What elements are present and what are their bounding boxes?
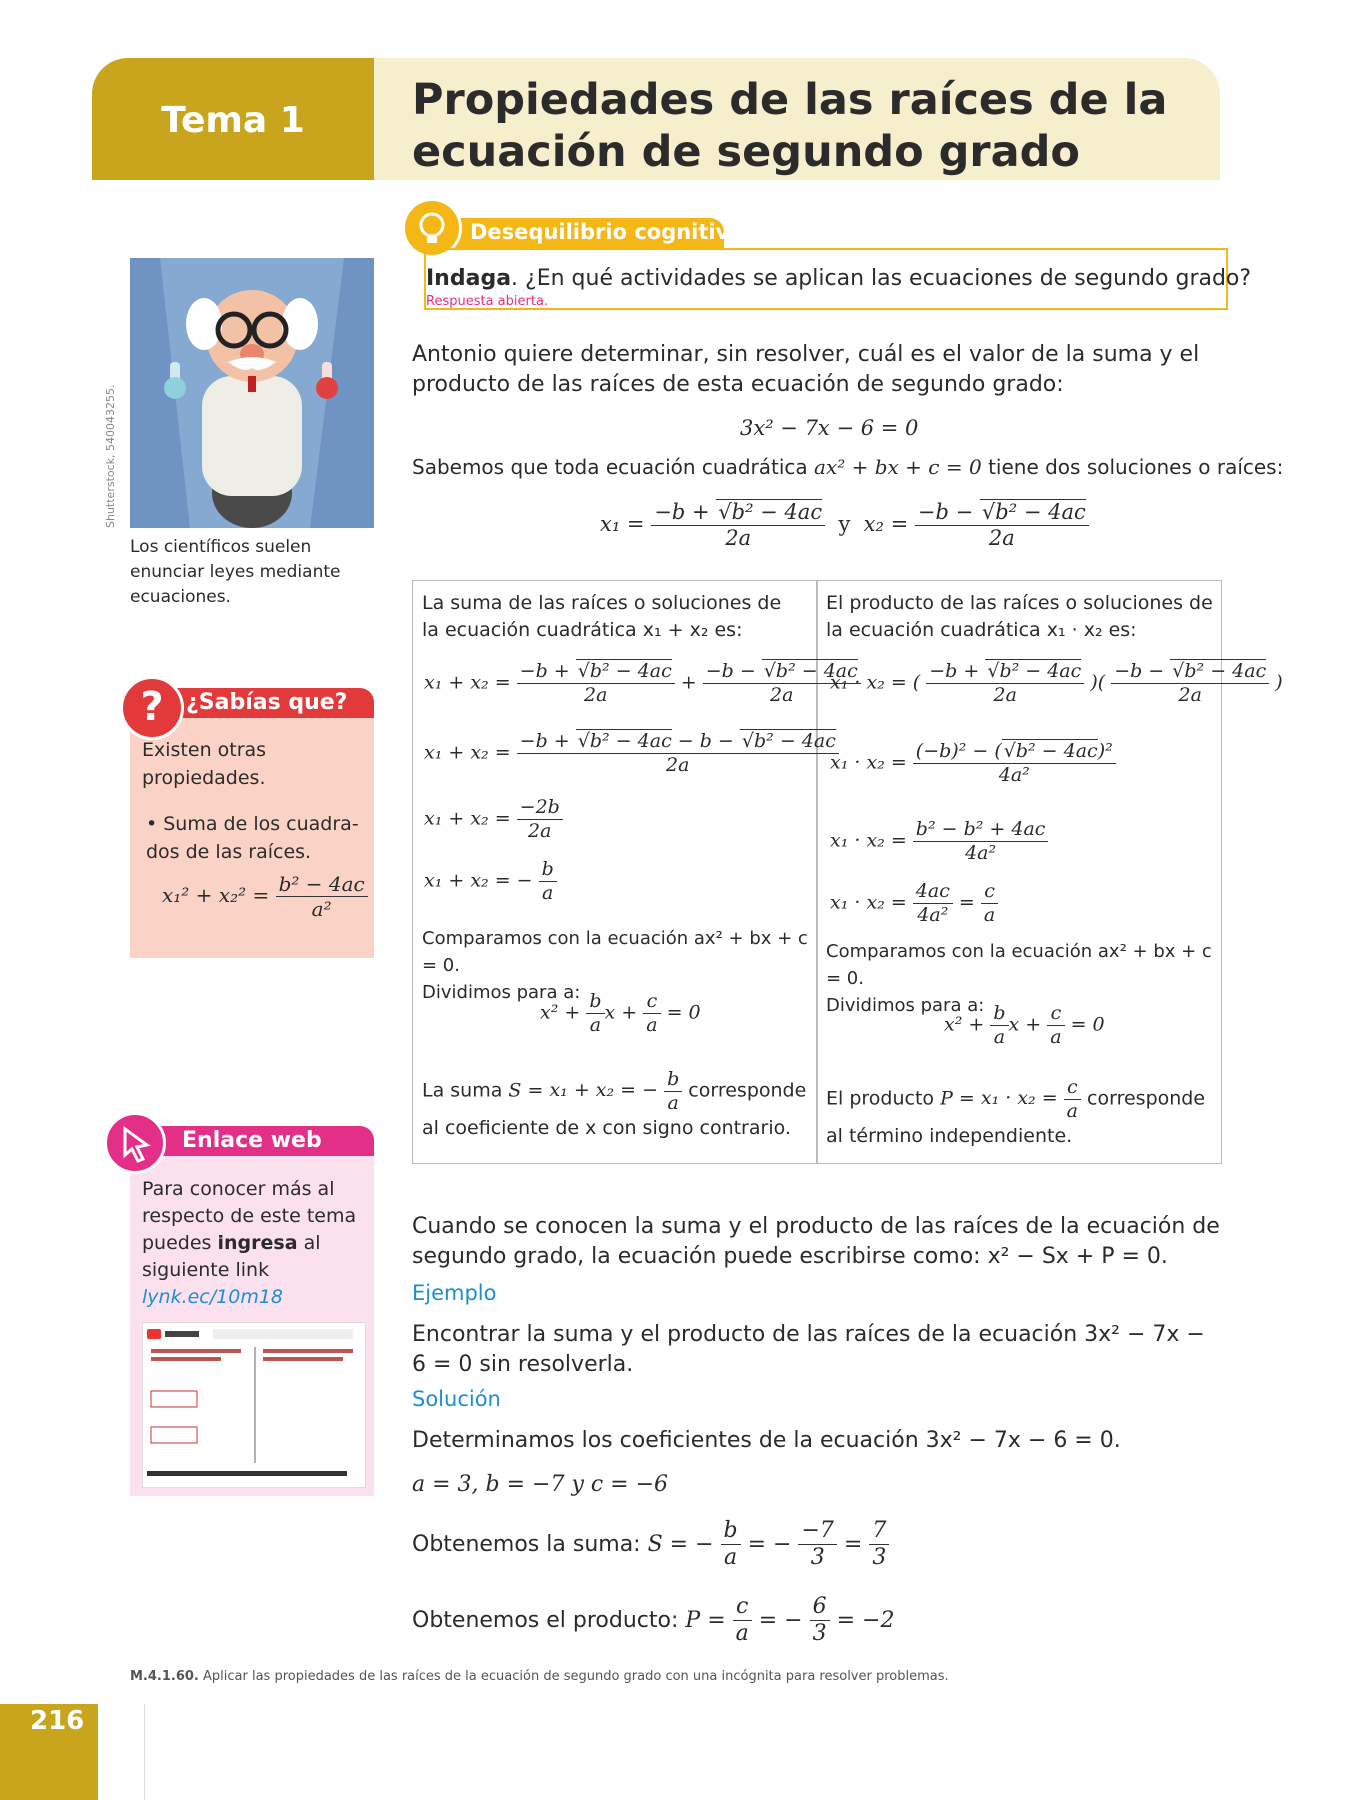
sabias-formula: x₁² + x₂² = $\frac{\text{b² − 4ac}}{\text{a²}}$ — [162, 872, 368, 921]
product-step-4: x₁ · x₂ = $\frac{4ac}{\text{4a²}}$ = $\frac{c}{a}$ — [830, 880, 998, 927]
product-intro: El producto de las raíces o soluciones de la ecuación cuadrática x₁ · x₂ es: — [826, 592, 1213, 641]
sabias-bullet: • Suma de los cuadra- dos de las raíces. — [146, 813, 359, 863]
sum-step-3: x₁ + x₂ = $\frac{-2b}{2a}$ — [424, 796, 563, 843]
deseq-title: Desequilibrio cognitivo — [470, 220, 744, 244]
web-link[interactable]: lynk.ec/10m18 — [142, 1286, 284, 1308]
sum-compare: Comparamos con la ecuación ax² + bx + c = 0. Dividimos para a: — [422, 928, 808, 1003]
coeficientes-paragraph: Determinamos los coeficientes de la ecuación 3x² − 7x − 6 = 0. — [412, 1428, 1121, 1453]
producto-result: Obtenemos el producto: P = $\frac{c}{a}$ = − $\frac{6}{3}$ = −2 — [412, 1594, 895, 1647]
question-icon: ? — [120, 676, 184, 740]
suma-result: Obtenemos la suma: S = − $\frac{b}{a}$ = − $\frac{-7}{3}$ = $\frac{7}{3}$ — [412, 1518, 889, 1572]
sum-step-2: x₁ + x₂ = $\frac{\text{−b + √ b² − 4ac − b − √ b² − 4ac}}{2a}$ — [424, 730, 839, 777]
standard-code: M.4.1.60. Aplicar las propiedades de las raíces de la ecuación de segundo grado con una incógnita para resolver problemas. — [130, 1669, 949, 1684]
sum-step-4: x₁ + x₂ = − $\frac{b}{a}$ — [424, 858, 557, 905]
product-divided-equation: x² + $\frac{b}{a}$ x + $\frac{c}{a}$ = 0 — [944, 1002, 1105, 1048]
page-title: Propiedades de las raíces de la ecuación de segundo grado — [412, 75, 1168, 177]
coeficientes-values: a = 3, b = −7 y c = −6 — [412, 1472, 669, 1497]
ejemplo-paragraph: Encontrar la suma y el producto de las raíces de la ecuación 3x² − 7x − 6 = 0 sin resolverla. — [412, 1322, 1205, 1377]
enlace-title: Enlace web — [182, 1128, 322, 1153]
product-conclusion: El producto P = x₁ · x₂ = $\frac{c}{a}$ corresponde al término independiente. — [826, 1076, 1206, 1147]
solucion-label: Solución — [412, 1387, 501, 1411]
ejemplo-label: Ejemplo — [412, 1281, 497, 1305]
sum-product-form-paragraph: Cuando se conocen la suma y el producto de las raíces de la ecuación de segundo grado, la ecuación puede escribirse como: x² − Sx + P = 0. — [412, 1214, 1220, 1269]
sum-intro: La suma de las raíces o soluciones de la ecuación cuadrática x₁ + x₂ es: — [422, 592, 782, 641]
product-step-2: x₁ · x₂ = $\frac{\text{(−b)² − (√ b² − 4ac)²}}{\text{4a²}}$ — [830, 740, 1116, 787]
video-thumbnail[interactable] — [142, 1322, 366, 1488]
sabias-text: Existen otras propiedades. — [142, 739, 267, 789]
product-step-3: x₁ · x₂ = $\frac{\text{b² − b² + 4ac}}{\text{4a²}}$ — [830, 818, 1048, 865]
indaga-question: Indaga. ¿En qué actividades se aplican las ecuaciones de segundo grado? — [426, 266, 1252, 291]
intro-paragraph: Antonio quiere determinar, sin resolver, cuál es el valor de la suma y el producto de las raíces de esta ecuación de segundo grado: — [412, 342, 1200, 397]
main-equation: 3x² − 7x − 6 = 0 — [740, 416, 919, 440]
enlace-text: Para conocer más al respecto de este tema puedes ingresa al siguiente link lynk.ec/10m18 — [142, 1178, 357, 1308]
product-compare: Comparamos con la ecuación ax² + bx + c = 0. Dividimos para a: — [826, 941, 1212, 1016]
sum-conclusion: La suma S = x₁ + x₂ = − $\frac{b}{a}$ corresponde al coeficiente de x con signo contrario. — [422, 1068, 807, 1139]
sabias-title: ¿Sabías que? — [186, 690, 348, 715]
quadratic-formulas: x₁ = $\frac{\text{−b + √ b² − 4ac}}{2a}$ y x₂ = $\frac{\text{−b − √ b² − 4ac}}{2a}$ — [600, 500, 1089, 551]
respuesta-abierta: Respuesta abierta. — [426, 294, 549, 309]
intro-paragraph-2: Sabemos que toda ecuación cuadrática ax² + bx + c = 0 tiene dos soluciones o raíces: — [412, 455, 1284, 479]
scientist-illustration — [130, 258, 374, 528]
bottom-divider — [144, 1704, 145, 1800]
cursor-icon — [104, 1112, 166, 1174]
sum-divided-equation: x² + $\frac{b}{a}$ x + $\frac{c}{a}$ = 0 — [540, 990, 701, 1036]
photo-caption: Los científicos suelen enunciar leyes mediante ecuaciones. — [130, 537, 341, 607]
photo-credit: Shutterstock, 540043255. — [104, 384, 117, 528]
page-number: 216 — [30, 1706, 85, 1736]
tema-label: Tema 1 — [161, 100, 305, 141]
sum-step-1: x₁ + x₂ = $\frac{\text{−b + √ b² − 4ac}}{2a}$ + $\frac{\text{−b − √ b² − 4ac}}{2a}$ — [424, 660, 861, 707]
product-step-1: x₁ · x₂ = ( $\frac{\text{−b + √ b² − 4ac}}{2a}$ )( $\frac{\text{−b − √ b² − 4ac}}{2a}$ ) — [830, 660, 1283, 707]
